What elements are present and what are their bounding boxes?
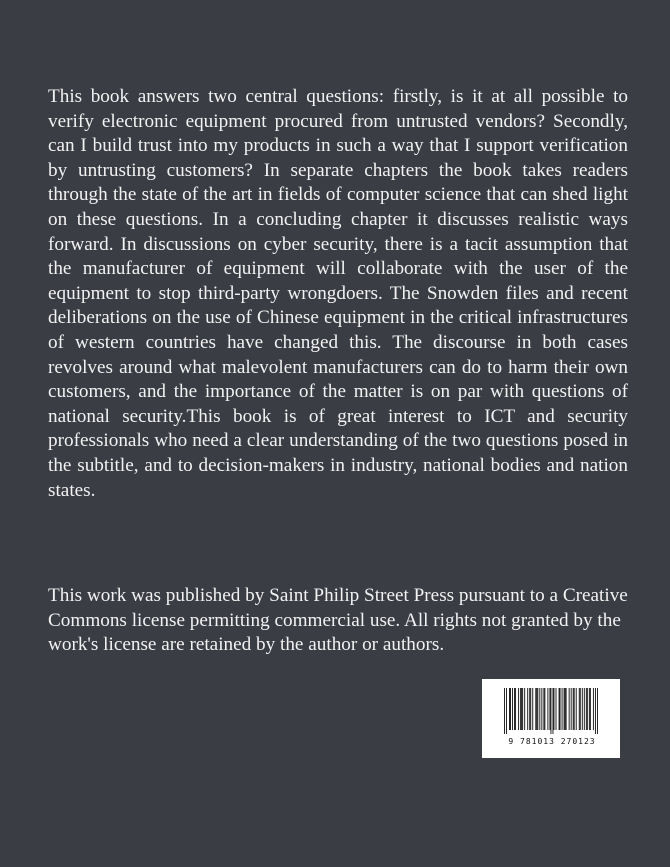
barcode-bar: [589, 688, 590, 730]
barcode-bar: [515, 688, 516, 730]
barcode-bar: [506, 688, 507, 734]
barcode-number: 9 781013 270123: [508, 737, 596, 746]
barcode-bar: [547, 688, 548, 730]
barcode-bar: [537, 688, 538, 730]
barcode-bar: [522, 688, 523, 730]
barcode-bar: [554, 688, 555, 730]
barcode-bar: [544, 688, 545, 730]
barcode-bar: [536, 688, 537, 730]
barcode-bar: [527, 688, 528, 730]
barcode-bar: [564, 688, 565, 730]
barcode-bar: [510, 688, 511, 730]
barcode-bar: [562, 688, 563, 730]
barcode-bar: [576, 688, 577, 730]
barcode-bar: [535, 688, 536, 730]
barcode-bar: [569, 688, 570, 730]
barcode-bar: [566, 688, 567, 730]
barcode-bar: [595, 688, 596, 734]
barcode-bar: [574, 688, 575, 730]
barcode-bar: [586, 688, 587, 730]
barcode-bar: [514, 688, 515, 730]
barcode-bar: [520, 688, 521, 730]
barcode-bar: [590, 688, 591, 730]
barcode-bar: [521, 688, 522, 730]
barcode-bar: [565, 688, 566, 730]
barcode-bars: [504, 688, 598, 734]
isbn-barcode: [482, 679, 620, 758]
barcode-bar: [553, 688, 554, 734]
barcode-bar: [518, 688, 519, 730]
barcode-bar: [579, 688, 580, 730]
barcode-bar: [556, 688, 557, 730]
barcode-bar: [549, 688, 550, 730]
barcode-bar: [543, 688, 544, 730]
barcode-bar: [560, 688, 561, 730]
barcode-bar: [550, 688, 551, 734]
barcode-bar: [593, 688, 594, 730]
book-description: This book answers two central questions: firstly, is it at all possible to verify electronic equipment procured from untrusted vendors? Secondly, can I build trust into my products in such a way that I support verification by untrusting customers? In separate chapters the book takes readers through the state of the art in fields of computer science that can shed light on these questions. In a concluding chapter it discusses realistic ways forward. In discussions on cyber security, there is a tacit assumption that the manufacturer of equipment will collaborate with the user of the equipment to stop third-party wrongdoers. The Snowden files and recent deliberations on the use of Chinese equipment in the critical infrastructures of western countries have changed this. The discourse in both cases revolves around what malevolent manufacturers can do to harm their own customers, and the importance of the matter is on par with questions of national security.This book is of great interest to ICT and security professionals who need a clear understanding of the two questions posed in the subtitle, and to decision-makers in industry, national bodies and nation states.: [48, 86, 628, 501]
barcode-bar: [509, 688, 510, 730]
barcode-bar: [532, 688, 533, 730]
barcode-bar: [573, 688, 574, 730]
barcode-bar: [530, 688, 531, 730]
barcode-bar: [580, 688, 581, 730]
barcode-bar: [597, 688, 598, 734]
barcode-bar: [539, 688, 540, 730]
barcode-bar: [584, 688, 585, 730]
barcode-bar: [504, 688, 505, 734]
license-note: This work was published by Saint Philip Street Press pursuant to a Creative Commons license permitting commercial use. All rights not granted by the work's license are retained by the author or authors.: [48, 585, 628, 656]
barcode-bar: [541, 688, 542, 730]
barcode-bar: [587, 688, 588, 730]
barcode-bar: [529, 688, 530, 730]
barcode-bar: [559, 688, 560, 730]
barcode-bar: [512, 688, 513, 730]
barcode-bar: [582, 688, 583, 730]
barcode-bar: [524, 688, 525, 730]
barcode-bar: [571, 688, 572, 730]
